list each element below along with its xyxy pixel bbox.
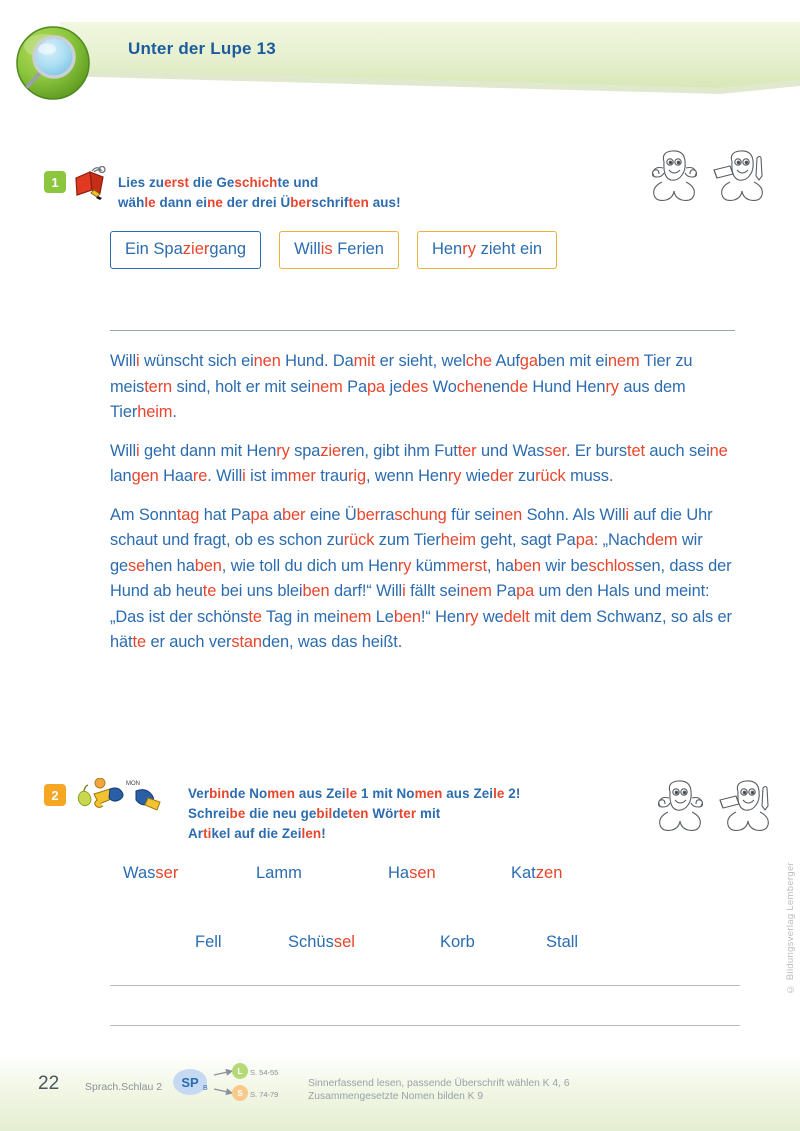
task-1-number — [44, 171, 66, 193]
noun-row-2-word-2[interactable]: Schüssel — [288, 933, 355, 951]
header-banner — [0, 0, 800, 120]
task-2-number-label: 2 — [51, 787, 59, 803]
task-1-instruction-line-2: wähle dann eine der drei Überschriften aus! — [118, 195, 401, 210]
choice-box-1[interactable]: Ein Spaziergang — [110, 231, 261, 269]
noun-row-2-word-1[interactable]: Fell — [195, 933, 222, 951]
svg-text:L: L — [237, 1067, 243, 1076]
book-title: Sprach.Schlau 2 — [85, 1081, 163, 1093]
sp-badge-label: SP — [181, 1075, 199, 1090]
task-1-number-label: 1 — [51, 174, 59, 190]
task-1-instruction-line-1: Lies zuerst die Geschichte und — [118, 175, 319, 190]
choice-box-3[interactable]: Henry zieht ein — [417, 231, 557, 269]
copyright-notice: © Bildungsverlag Lemberger — [785, 862, 796, 995]
story-paragraph-1: Willi wünscht sich einen Hund. Damit er sieht, welche Aufgaben mit einem Tier zu meistern sind, holt er mit seinem Papa jedes Wochenende Hund Henry aus dem Tierheim. — [110, 352, 693, 421]
page-title: Unter der Lupe 13 — [128, 39, 276, 58]
footer-description — [308, 1077, 570, 1103]
svg-text:S: S — [237, 1089, 243, 1098]
page-header — [0, 0, 800, 120]
footer-description-line-2: Zusammengesetzte Nomen bilden K 9 — [308, 1091, 484, 1102]
noun-row-1-word-2[interactable]: Lamm — [256, 864, 302, 882]
task-2-instruction-line-1: Verbinde Nomen aus Zeile 1 mit Nomen aus Zeile 2! — [188, 786, 521, 801]
task-2-instruction — [188, 784, 520, 844]
sp-badge-sub: B — [203, 1085, 208, 1092]
noun-row-1 — [110, 864, 740, 890]
magnifier-icon — [14, 24, 92, 102]
open-book-icon — [72, 166, 110, 200]
story-paragraph-3: Am Sonntag hat Papa aber eine Überraschung für seinen Sohn. Als Willi auf die Uhr schaut und fragt, ob es schon zurück zum Tierheim geht, sagt Papa: „Nachdem wir gesehen haben, wie toll du dich um Henry kümmerst, haben wir beschlossen, dass der Hund ab heute bei uns bleiben darf!“ Willi fällt seinem Papa um den Hals und meint: „Das ist der schönste Tag in meinem Leben!“ Henry wedelt mit dem Schwanz, so als er hätte er auch verstanden, was das heißt. — [110, 505, 732, 651]
choice-box-2[interactable]: Willis Ferien — [279, 231, 399, 269]
mascot-pair-bottom — [640, 778, 790, 840]
task-1-instruction — [118, 173, 401, 213]
pear-hand-icon — [70, 778, 170, 818]
noun-row-2-word-4[interactable]: Stall — [546, 933, 579, 951]
mascot-pair-top — [634, 148, 784, 210]
page-number: 22 — [38, 1073, 60, 1094]
noun-row-1-word-1[interactable]: Wasser — [123, 864, 179, 882]
title-choice-group — [110, 231, 557, 269]
noun-row-2-word-3[interactable]: Korb — [440, 933, 475, 951]
task-2-instruction-line-3: Artikel auf die Zeilen! — [188, 826, 326, 841]
task-2-instruction-line-2: Schreibe die neu gebildeten Wörter mit — [188, 806, 441, 821]
noun-row-1-word-3[interactable]: Hasen — [388, 864, 436, 882]
noun-row-1-word-4[interactable]: Katzen — [511, 864, 563, 882]
story-top-rule — [110, 330, 735, 331]
ref-pages-1: S. 54-55 — [250, 1068, 279, 1077]
story-text — [110, 330, 735, 669]
answer-line-2[interactable] — [110, 1025, 740, 1026]
answer-line-1[interactable] — [110, 985, 740, 986]
footer-description-line-1: Sinnerfassend lesen, passende Überschrift wählen K 4, 6 — [308, 1078, 570, 1089]
story-paragraph-2: Willi geht dann mit Henry spazieren, gibt ihm Futter und Wasser. Er burstet auch seine langen Haare. Willi ist immer traurig, wenn Henry wieder zurück muss. — [110, 441, 728, 485]
task-2-number — [44, 784, 66, 806]
svg-text:MON: MON — [126, 781, 140, 787]
noun-row-2 — [110, 933, 740, 959]
sp-badge-icon — [172, 1068, 212, 1096]
ref-pages-2: S. 74-79 — [250, 1090, 279, 1099]
